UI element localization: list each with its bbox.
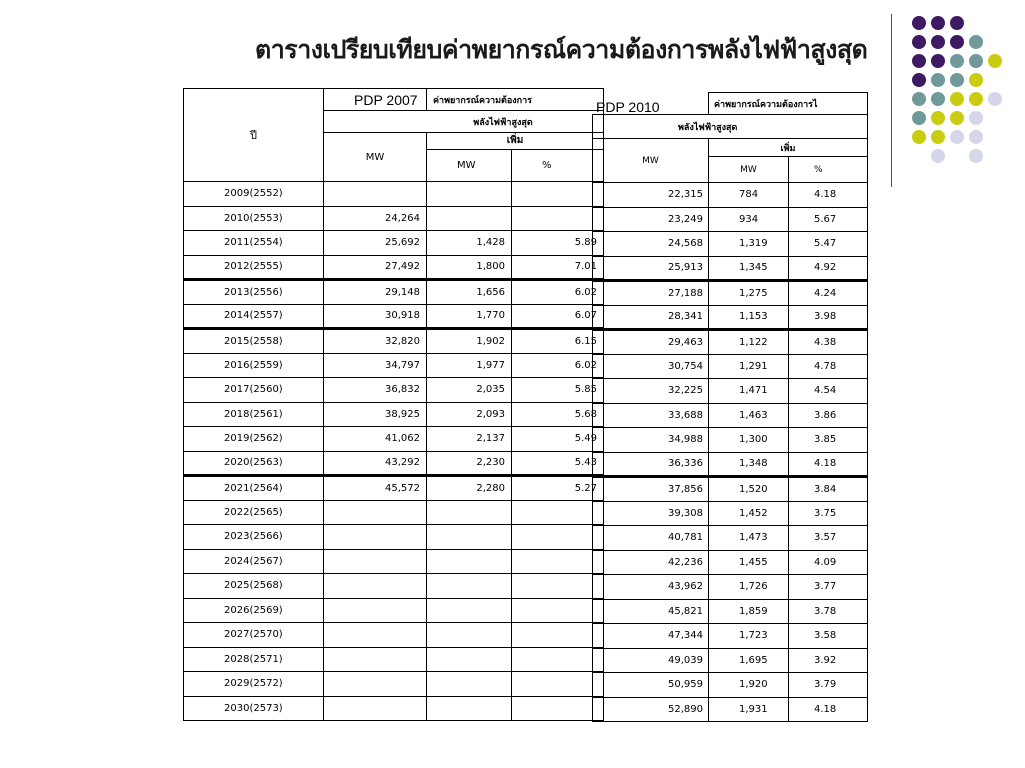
mw-cell: [324, 525, 427, 550]
increase-pct-cell: 5.47: [789, 232, 868, 257]
decorative-dot: [969, 73, 983, 87]
mw-cell: 39,308: [593, 501, 709, 526]
decorative-dot: [931, 111, 945, 125]
increase-pct-cell: 5.67: [789, 207, 868, 232]
increase-pct-cell: 6.02: [512, 353, 604, 378]
mw-cell: [324, 696, 427, 721]
increase-mw-cell: 1,859: [709, 599, 789, 624]
year-cell: 2012(2555): [184, 255, 324, 280]
table-row: [184, 304, 604, 329]
increase-mw-cell: 1,520: [709, 477, 789, 502]
increase-mw-cell: 1,920: [709, 673, 789, 698]
mw-cell: 32,820: [324, 329, 427, 354]
year-cell: 2015(2558): [184, 329, 324, 354]
decorative-dot: [969, 130, 983, 144]
mw-cell: 50,959: [593, 673, 709, 698]
year-cell: 2014(2557): [184, 304, 324, 329]
table-row: [593, 575, 868, 600]
year-cell: 2028(2571): [184, 647, 324, 672]
mw-cell: [324, 598, 427, 623]
forecast-header-2010: ค่าพยากรณ์ความต้องการไ: [709, 93, 868, 115]
increase-mw-cell: 2,230: [427, 451, 512, 476]
table-row: [184, 451, 604, 476]
mw-cell: 43,962: [593, 575, 709, 600]
decorative-dot: [912, 16, 926, 30]
table-row: [593, 330, 868, 355]
year-cell: 2026(2569): [184, 598, 324, 623]
decorative-dot: [969, 35, 983, 49]
table-row: [593, 501, 868, 526]
table-row: [593, 183, 868, 208]
table-row: [184, 476, 604, 501]
increase-pct-cell: 3.84: [789, 477, 868, 502]
mw-cell: 33,688: [593, 403, 709, 428]
increase-mw-cell: 1,800: [427, 255, 512, 280]
increase-pct-cell: 5.89: [512, 231, 604, 256]
mw-cell: 28,341: [593, 305, 709, 330]
increase-pct-cell: 6.02: [512, 280, 604, 305]
increase-pct-cell: 5.49: [512, 427, 604, 452]
decorative-dot: [931, 130, 945, 144]
mw-cell: 27,492: [324, 255, 427, 280]
table-row: [184, 696, 604, 721]
mw-cell: 22,315: [593, 183, 709, 208]
table-row: [184, 500, 604, 525]
decorative-dot: [912, 73, 926, 87]
increase-pct-cell: [512, 525, 604, 550]
table-row: [593, 379, 868, 404]
decorative-dot: [912, 130, 926, 144]
increase-mw-cell: [427, 647, 512, 672]
table-row: [184, 549, 604, 574]
year-cell: 2016(2559): [184, 353, 324, 378]
year-cell: 2018(2561): [184, 402, 324, 427]
year-header: ปี: [184, 89, 324, 182]
inc-mw-header: MW: [427, 150, 512, 181]
year-cell: 2021(2564): [184, 476, 324, 501]
increase-mw-cell: [427, 623, 512, 648]
decorative-dot: [988, 92, 1002, 106]
increase-pct-cell: 5.27: [512, 476, 604, 501]
increase-pct-cell: 6.07: [512, 304, 604, 329]
increase-mw-cell: 2,137: [427, 427, 512, 452]
year-cell: 2010(2553): [184, 206, 324, 231]
mw-cell: 38,925: [324, 402, 427, 427]
increase-pct-cell: 3.92: [789, 648, 868, 673]
table-row: [593, 648, 868, 673]
increase-pct-cell: [512, 672, 604, 697]
peak-header-2010: พลังไฟฟ้าสูงสุด: [593, 115, 868, 139]
increase-mw-cell: 1,428: [427, 231, 512, 256]
year-cell: 2013(2556): [184, 280, 324, 305]
pct-header-2010: %: [789, 157, 868, 183]
decorative-dots: [905, 14, 1025, 164]
year-cell: 2011(2554): [184, 231, 324, 256]
decorative-dot: [912, 111, 926, 125]
mw-cell: 30,918: [324, 304, 427, 329]
year-cell: 2030(2573): [184, 696, 324, 721]
decorative-dot: [931, 35, 945, 49]
increase-pct-cell: 3.75: [789, 501, 868, 526]
increase-header: เพิ่ม: [427, 133, 603, 150]
table-row: [593, 256, 868, 281]
decorative-dot: [912, 35, 926, 49]
pct-header: %: [542, 160, 552, 171]
increase-pct-cell: 4.24: [789, 281, 868, 306]
year-cell: 2023(2566): [184, 525, 324, 550]
mw-cell: 34,988: [593, 428, 709, 453]
table-row: [593, 477, 868, 502]
table-row: [593, 599, 868, 624]
table-row: [184, 598, 604, 623]
table-row: [593, 305, 868, 330]
mw-cell: 37,856: [593, 477, 709, 502]
mw-cell: 29,463: [593, 330, 709, 355]
increase-mw-cell: 1,455: [709, 550, 789, 575]
table-row: [593, 403, 868, 428]
decorative-dot: [950, 73, 964, 87]
decorative-dot: [969, 92, 983, 106]
mw-cell: 42,236: [593, 550, 709, 575]
mw-header-2010: MW: [593, 139, 709, 183]
year-cell: 2025(2568): [184, 574, 324, 599]
increase-mw-cell: 1,656: [427, 280, 512, 305]
mw-header: MW: [324, 133, 427, 182]
divider-line: [891, 14, 892, 187]
increase-pct-cell: 4.78: [789, 354, 868, 379]
increase-pct-cell: [512, 500, 604, 525]
mw-cell: 24,264: [324, 206, 427, 231]
mw-cell: 40,781: [593, 526, 709, 551]
mw-cell: 41,062: [324, 427, 427, 452]
pdp2007-table: [183, 88, 598, 733]
mw-cell: 24,568: [593, 232, 709, 257]
increase-pct-cell: 3.79: [789, 673, 868, 698]
increase-pct-cell: 4.92: [789, 256, 868, 281]
decorative-dot: [931, 92, 945, 106]
increase-mw-cell: 1,122: [709, 330, 789, 355]
increase-pct-cell: [512, 574, 604, 599]
mw-cell: [324, 623, 427, 648]
increase-mw-cell: [427, 549, 512, 574]
mw-cell: 25,913: [593, 256, 709, 281]
table-row: [593, 354, 868, 379]
increase-mw-cell: [427, 182, 512, 207]
increase-mw-cell: 1,345: [709, 256, 789, 281]
mw-cell: 30,754: [593, 354, 709, 379]
increase-pct-cell: [512, 696, 604, 721]
increase-mw-cell: 1,902: [427, 329, 512, 354]
increase-pct-cell: [512, 623, 604, 648]
table-row: [593, 207, 868, 232]
mw-cell: 52,890: [593, 697, 709, 722]
increase-pct-cell: 4.38: [789, 330, 868, 355]
increase-mw-cell: 1,291: [709, 354, 789, 379]
increase-pct-cell: 5.85: [512, 378, 604, 403]
year-cell: 2020(2563): [184, 451, 324, 476]
decorative-dot: [969, 54, 983, 68]
table-row: [184, 182, 604, 207]
mw-cell: 29,148: [324, 280, 427, 305]
increase-mw-cell: 1,275: [709, 281, 789, 306]
forecast-header: ค่าพยากรณ์ความต้องการ: [427, 89, 604, 111]
increase-pct-cell: [512, 549, 604, 574]
increase-mw-cell: 1,471: [709, 379, 789, 404]
increase-pct-cell: 4.54: [789, 379, 868, 404]
pdp2010-label: PDP 2010: [596, 99, 660, 115]
decorative-dot: [950, 54, 964, 68]
decorative-dot: [912, 92, 926, 106]
table-row: [593, 232, 868, 257]
increase-pct-cell: 5.68: [512, 402, 604, 427]
table-row: [184, 353, 604, 378]
mw-cell: 36,832: [324, 378, 427, 403]
increase-pct-cell: [512, 647, 604, 672]
mw-cell: [324, 182, 427, 207]
increase-pct-cell: [512, 598, 604, 623]
increase-mw-cell: 1,723: [709, 624, 789, 649]
table-row: [184, 427, 604, 452]
table-row: [184, 574, 604, 599]
mw-cell: 32,225: [593, 379, 709, 404]
increase-pct-cell: [512, 206, 604, 231]
decorative-dot: [950, 111, 964, 125]
table-row: [184, 255, 604, 280]
table-row: [184, 623, 604, 648]
year-cell: 2024(2567): [184, 549, 324, 574]
inc-mw-header-2010: MW: [709, 157, 789, 183]
increase-pct-cell: 3.57: [789, 526, 868, 551]
increase-pct-cell: 5.43: [512, 451, 604, 476]
increase-mw-cell: 934: [709, 207, 789, 232]
decorative-dot: [950, 92, 964, 106]
table-row: [184, 329, 604, 354]
increase-mw-cell: [427, 500, 512, 525]
table-row: [593, 526, 868, 551]
decorative-dot: [931, 16, 945, 30]
pdp2010-table: [592, 92, 852, 737]
decorative-dot: [931, 149, 945, 163]
increase-pct-cell: 3.86: [789, 403, 868, 428]
increase-mw-cell: 1,473: [709, 526, 789, 551]
increase-pct-cell: 4.18: [789, 452, 868, 477]
table-row: [184, 647, 604, 672]
increase-mw-cell: 2,035: [427, 378, 512, 403]
increase-mw-cell: 1,463: [709, 403, 789, 428]
increase-pct-cell: 6.15: [512, 329, 604, 354]
decorative-dot: [969, 111, 983, 125]
table-row: [184, 378, 604, 403]
decorative-dot: [931, 73, 945, 87]
increase-mw-cell: [427, 206, 512, 231]
table-row: [593, 550, 868, 575]
mw-cell: 45,572: [324, 476, 427, 501]
decorative-dot: [950, 130, 964, 144]
pdp2007-label: PDP 2007: [354, 92, 418, 108]
increase-mw-cell: [427, 598, 512, 623]
decorative-dot: [988, 54, 1002, 68]
year-cell: 2017(2560): [184, 378, 324, 403]
mw-cell: [324, 500, 427, 525]
increase-pct-cell: 4.18: [789, 697, 868, 722]
table-row: [184, 206, 604, 231]
mw-cell: 49,039: [593, 648, 709, 673]
decorative-dot: [950, 16, 964, 30]
increase-pct-cell: 4.18: [789, 183, 868, 208]
mw-cell: [324, 672, 427, 697]
increase-mw-cell: [427, 672, 512, 697]
increase-mw-cell: 784: [709, 183, 789, 208]
mw-cell: [324, 549, 427, 574]
increase-mw-cell: 2,280: [427, 476, 512, 501]
increase-mw-cell: [427, 574, 512, 599]
increase-pct-cell: [512, 182, 604, 207]
decorative-dot: [931, 54, 945, 68]
year-cell: 2022(2565): [184, 500, 324, 525]
increase-mw-cell: 1,319: [709, 232, 789, 257]
increase-pct-cell: 3.98: [789, 305, 868, 330]
table-row: [593, 624, 868, 649]
year-cell: 2019(2562): [184, 427, 324, 452]
table-row: [184, 525, 604, 550]
table-row: [184, 231, 604, 256]
table-row: [184, 280, 604, 305]
table-row: [593, 428, 868, 453]
increase-mw-cell: [427, 525, 512, 550]
peak-header: พลังไฟฟ้าสูงสุด: [324, 111, 604, 133]
mw-cell: 36,336: [593, 452, 709, 477]
increase-mw-cell: 2,093: [427, 402, 512, 427]
mw-cell: 23,249: [593, 207, 709, 232]
table-row: [593, 452, 868, 477]
increase-pct-cell: 4.09: [789, 550, 868, 575]
mw-cell: [324, 574, 427, 599]
increase-pct-cell: 3.85: [789, 428, 868, 453]
year-cell: 2029(2572): [184, 672, 324, 697]
mw-cell: 43,292: [324, 451, 427, 476]
increase-pct-cell: 7.01: [512, 255, 604, 280]
mw-cell: [324, 647, 427, 672]
increase-pct-cell: 3.77: [789, 575, 868, 600]
increase-mw-cell: 1,452: [709, 501, 789, 526]
page-title: ตารางเปรียบเทียบค่าพยากรณ์ความต้องการพลังไฟฟ้าสูงสุด: [255, 35, 868, 64]
increase-pct-cell: 3.78: [789, 599, 868, 624]
increase-mw-cell: 1,770: [427, 304, 512, 329]
decorative-dot: [950, 35, 964, 49]
year-cell: 2009(2552): [184, 182, 324, 207]
mw-cell: 47,344: [593, 624, 709, 649]
mw-cell: 25,692: [324, 231, 427, 256]
increase-mw-cell: 1,153: [709, 305, 789, 330]
increase-mw-cell: 1,977: [427, 353, 512, 378]
increase-pct-cell: 3.58: [789, 624, 868, 649]
increase-mw-cell: 1,695: [709, 648, 789, 673]
mw-cell: 27,188: [593, 281, 709, 306]
increase-mw-cell: 1,300: [709, 428, 789, 453]
table-row: [184, 672, 604, 697]
mw-cell: 34,797: [324, 353, 427, 378]
decorative-dot: [969, 149, 983, 163]
increase-mw-cell: 1,726: [709, 575, 789, 600]
table-row: [184, 402, 604, 427]
increase-mw-cell: 1,931: [709, 697, 789, 722]
mw-cell: 45,821: [593, 599, 709, 624]
decorative-dot: [912, 54, 926, 68]
increase-mw-cell: [427, 696, 512, 721]
increase-mw-cell: 1,348: [709, 452, 789, 477]
year-cell: 2027(2570): [184, 623, 324, 648]
increase-header-2010: เพิ่ม: [709, 139, 868, 157]
table-row: [593, 673, 868, 698]
table-row: [593, 697, 868, 722]
table-row: [593, 281, 868, 306]
